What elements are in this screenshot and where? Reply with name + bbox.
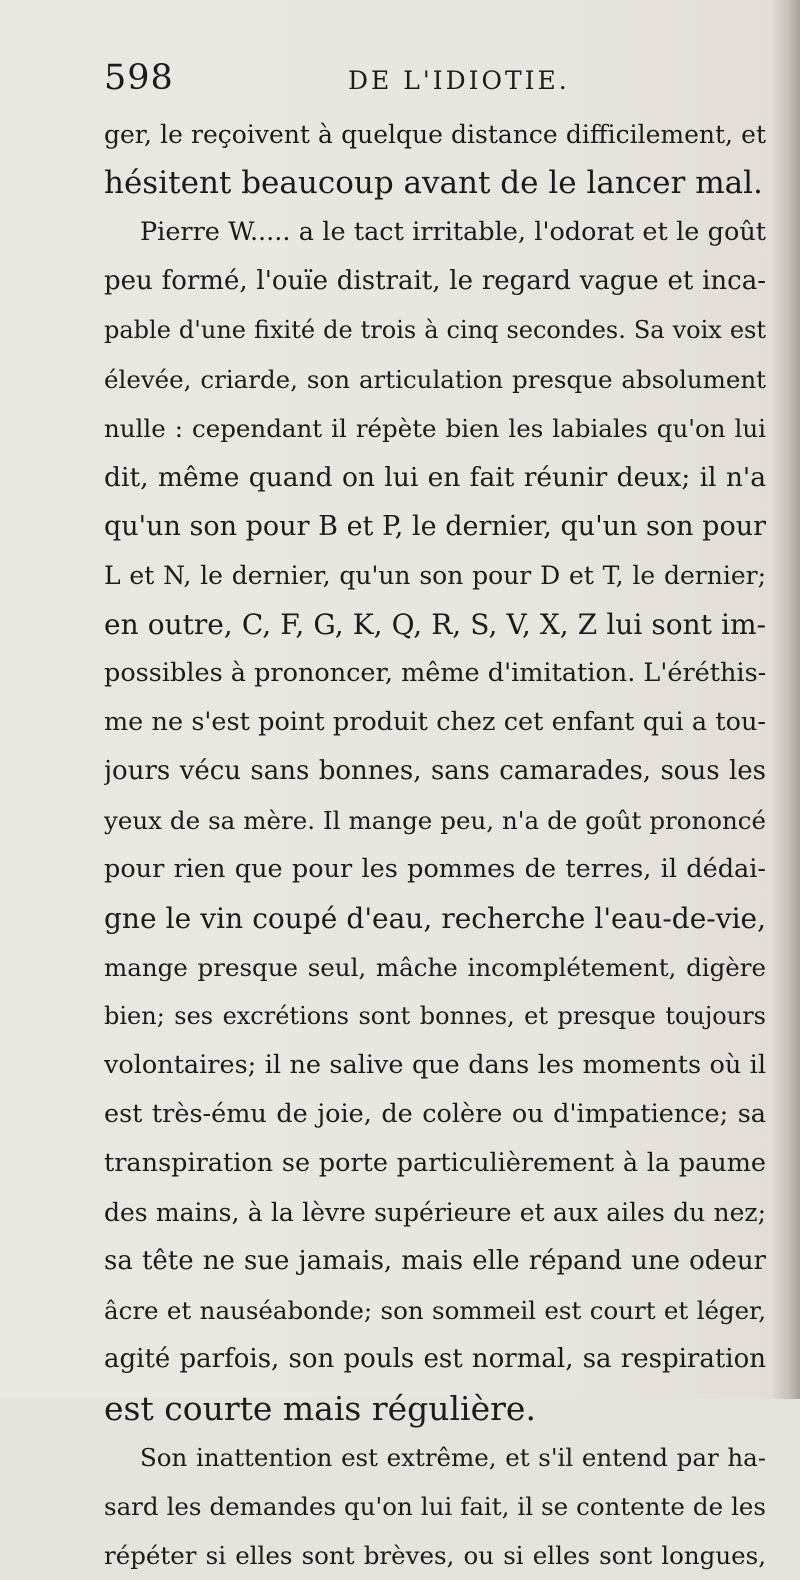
text-line: âcre et nauséabonde; son sommeil est court et léger,	[104, 1296, 766, 1325]
text-line: Son inattention est extrême, et s'il entend par ha-	[140, 1443, 766, 1472]
text-line: répéter si elles sont brèves, ou si elles sont longues,	[104, 1541, 766, 1570]
text-line: Pierre W..... a le tact irritable, l'odorat et le goût	[140, 217, 766, 247]
text-line: yeux de sa mère. Il mange peu, n'a de goût prononcé	[104, 806, 766, 835]
text-line: mange presque seul, mâche incomplétement, digère	[104, 953, 766, 982]
page-number: 598	[104, 58, 174, 98]
text-line: me ne s'est point produit chez cet enfant qui a tou-	[104, 707, 766, 737]
text-line: sard les demandes qu'on lui fait, il se contente de les	[104, 1492, 766, 1521]
text-line: possibles à prononcer, même d'imitation. L'éréthis-	[104, 658, 766, 688]
text-line: qu'un son pour B et P, le dernier, qu'un son pour	[104, 511, 766, 542]
text-line: bien; ses excrétions sont bonnes, et presque toujours	[104, 1002, 766, 1030]
running-head: DE L'IDIOTIE.	[348, 66, 570, 95]
page-edge-shadow	[770, 0, 800, 1399]
text-line: est courte mais régulière.	[104, 1389, 536, 1428]
text-line: agité parfois, son pouls est normal, sa respiration	[104, 1344, 766, 1374]
text-line: pable d'une fixité de trois à cinq secondes. Sa voix est	[104, 316, 766, 344]
text-line: ger, le reçoivent à quelque distance difficilement, et	[104, 120, 766, 149]
text-line: dit, même quand on lui en fait réunir deux; il n'a	[104, 462, 766, 493]
text-line: jours vécu sans bonnes, sans camarades, sous les	[104, 756, 766, 786]
text-line: transpiration se porte particulièrement à la paume	[104, 1148, 766, 1178]
page-header	[100, 58, 760, 98]
text-line: sa tête ne sue jamais, mais elle répand une odeur	[104, 1246, 766, 1276]
text-line: hésitent beaucoup avant de le lancer mal.	[104, 165, 763, 201]
text-line: nulle : cependant il répète bien les labiales qu'on lui	[104, 414, 766, 443]
text-line: pour rien que pour les pommes de terres, il dédai-	[104, 854, 766, 884]
text-line: peu formé, l'ouïe distrait, le regard vague et inca-	[104, 266, 766, 296]
text-line: en outre, C, F, G, K, Q, R, S, V, X, Z lui sont im-	[104, 608, 766, 641]
text-line: volontaires; il ne salive que dans les moments où il	[104, 1050, 766, 1080]
text-line: gne le vin coupé d'eau, recherche l'eau-de-vie,	[104, 902, 766, 935]
text-line: L et N, le dernier, qu'un son pour D et T, le dernier;	[104, 561, 766, 590]
text-line: est très-ému de joie, de colère ou d'impatience; sa	[104, 1099, 766, 1129]
body-text	[104, 110, 766, 1580]
text-line: élevée, criarde, son articulation presque absolument	[104, 365, 766, 394]
text-line: des mains, à la lèvre supérieure et aux ailes du nez;	[104, 1198, 766, 1227]
